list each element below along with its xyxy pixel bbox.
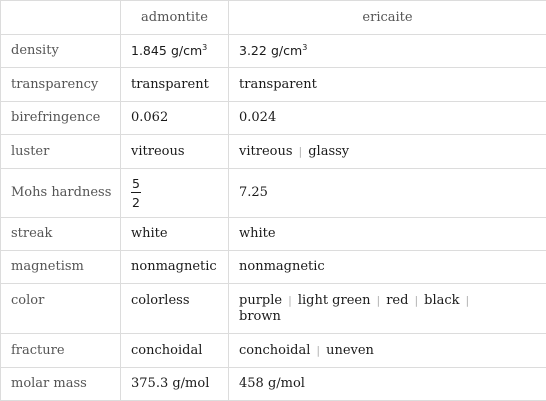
ericaite-luster [229,134,546,168]
row-streak [1,217,546,250]
header-admontite: admontite [121,1,229,35]
row-label: magnetism [1,250,121,283]
value-item: black [424,293,460,309]
ericaite-color [229,284,546,334]
header-row [1,1,546,35]
row-label: molar mass [1,367,121,400]
admontite-magnetism: nonmagnetic [121,250,229,283]
density-unit: $g/cm^3$ [270,42,308,58]
separator: | [298,144,303,158]
ericaite-molar-mass: 458 g/mol [229,367,546,400]
row-label: streak [1,217,121,250]
value-item: vitreous [239,143,293,159]
row-transparency [1,68,546,101]
row-magnetism [1,250,546,283]
fraction [131,176,141,210]
admontite-luster: vitreous [121,134,229,168]
row-label: transparency [1,68,121,101]
admontite-fracture: conchoidal [121,334,229,367]
ericaite-mohs-hardness: 7.25 [229,169,546,217]
row-label: luster [1,134,121,168]
admontite-birefringence: 0.062 [121,101,229,134]
row-label: density [1,35,121,68]
separator: | [288,294,292,308]
ericaite-density [229,35,546,68]
ericaite-magnetism: nonmagnetic [229,250,546,283]
admontite-streak: white [121,217,229,250]
row-fracture [1,334,546,367]
row-color [1,284,546,334]
row-label: fracture [1,334,121,367]
admontite-mohs-hardness [121,169,229,217]
admontite-color: colorless [121,284,229,334]
separator: | [465,294,470,308]
admontite-transparency: transparent [121,68,229,101]
row-label: color [1,284,121,334]
row-density [1,35,546,68]
row-label: birefringence [1,101,121,134]
separator: | [376,294,381,308]
row-label: Mohs hardness [1,169,121,217]
fraction-denominator: 2 [132,194,140,210]
value-item: conchoidal [239,342,311,358]
value-item: light green [297,293,371,309]
row-mohs-hardness [1,169,546,217]
density-value: 3.22 [239,42,267,58]
value-item: uneven [326,342,374,358]
separator: | [414,294,419,308]
header-ericaite: ericaite [229,1,546,35]
ericaite-birefringence: 0.024 [229,101,546,134]
ericaite-fracture [229,334,546,367]
ericaite-streak: white [229,217,546,250]
admontite-molar-mass: 375.3 g/mol [121,367,229,400]
row-molar-mass [1,367,546,400]
header-empty-cell [1,1,121,35]
row-birefringence [1,101,546,134]
ericaite-transparency: transparent [229,68,546,101]
admontite-density [121,35,229,68]
value-item: red [386,293,409,309]
density-unit: $g/cm^3$ [170,42,208,58]
separator: | [316,343,321,357]
density-value: 1.845 [131,42,167,58]
row-luster [1,134,546,168]
value-item: glassy [308,143,350,159]
fraction-numerator: 5 [132,175,140,191]
value-item: brown [239,309,281,325]
value-item: purple [239,293,283,309]
